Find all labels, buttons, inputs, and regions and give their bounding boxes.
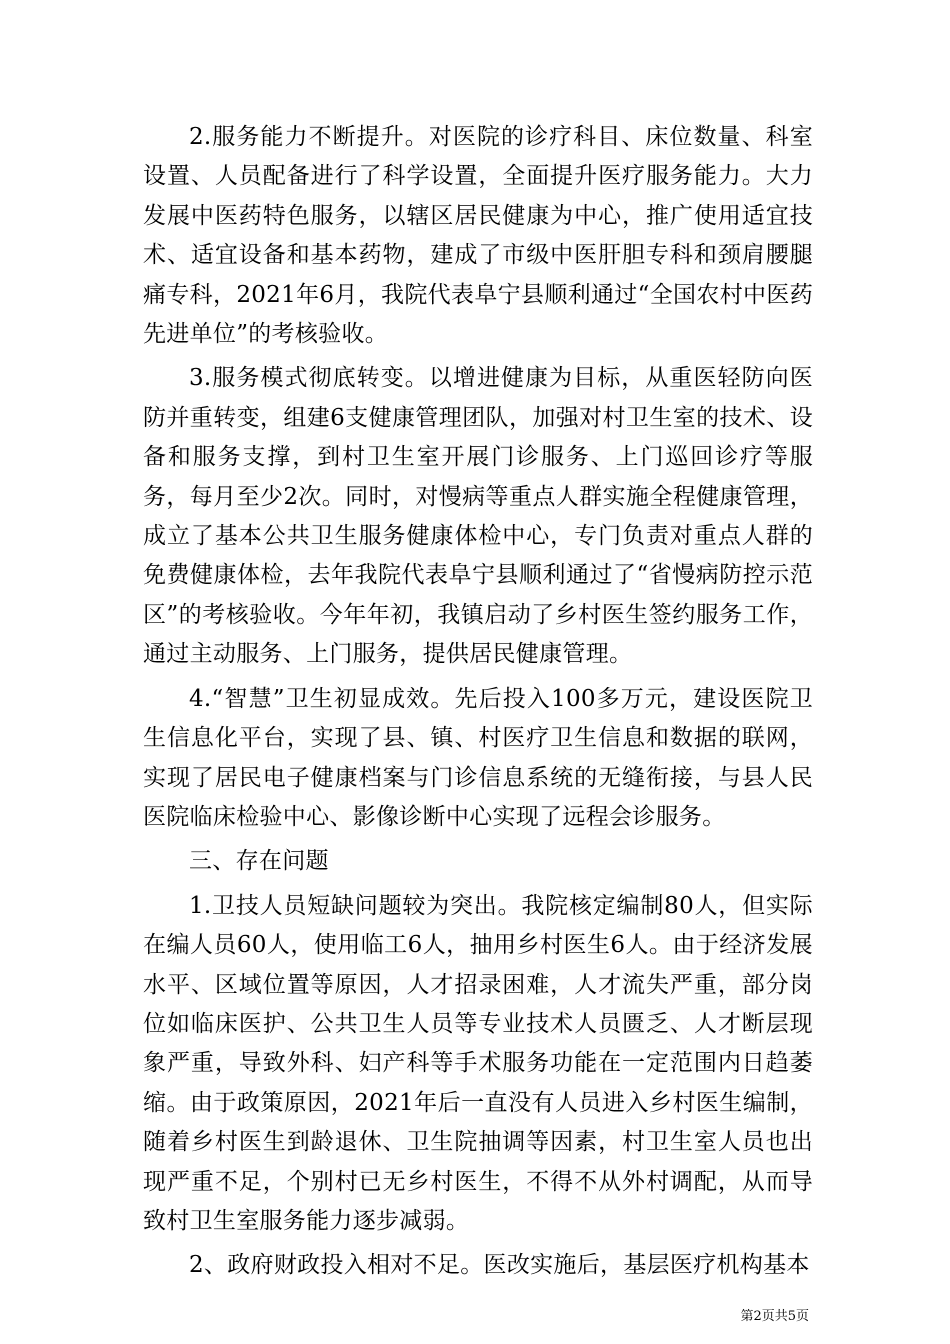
document-body	[143, 118, 813, 1286]
page-number: 第2页共5页	[740, 1309, 809, 1324]
paragraph-service-model: 3.服务模式彻底转变。以增进健康为目标，从重医轻防向医防并重转变，组建6支健康管理团队，加强对村卫生室的技术、设备和服务支撑，到村卫生室开展门诊服务、上门巡回诊疗等服务，每月至少2次。同时，对慢病等重点人群实施全程健康管理，成立了基本公共卫生服务健康体检中心，专门负责对重点人群的免费健康体检，去年我院代表阜宁县顺利通过了“省慢病防控示范区”的考核验收。今年年初，我镇启动了乡村医生签约服务工作，通过主动服务、上门服务，提供居民健康管理。	[143, 365, 813, 668]
paragraph-staff-shortage: 1.卫技人员短缺问题较为突出。我院核定编制80人，但实际在编人员60人，使用临工6人，抽用乡村医生6人。由于经济发展水平、区域位置等原因，人才招录困难，人才流失严重，部分岗位如临床医护、公共卫生人员等专业技术人员匮乏、人才断层现象严重，导致外科、妇产科等手术服务功能在一定范围内日趋萎缩。由于政策原因，2021年后一直没有人员进入乡村医生编制，随着乡村医生到龄退休、卫生院抽调等因素，村卫生室人员也出现严重不足，个别村已无乡村医生，不得不从外村调配，从而导致村卫生室服务能力逐步减弱。	[143, 892, 813, 1234]
section-heading-problems: 三、存在问题	[189, 848, 329, 875]
paragraph-smart-health: 4.“智慧”卫生初显成效。先后投入100多万元，建设医院卫生信息化平台，实现了县、镇、村医疗卫生信息和数据的联网，实现了居民电子健康档案与门诊信息系统的无缝衔接，与县人民医院临床检验中心、影像诊断中心实现了远程会诊服务。	[143, 685, 813, 830]
paragraph-service-capacity: 2.服务能力不断提升。对医院的诊疗科目、床位数量、科室设置、人员配备进行了科学设置，全面提升医疗服务能力。大力发展中医药特色服务，以辖区居民健康为中心，推广使用适宜技术、适宜设备和基本药物，建成了市级中医肝胆专科和颈肩腰腿痛专科，2021年6月，我院代表阜宁县顺利通过“全国农村中医药先进单位”的考核验收。	[143, 124, 813, 348]
paragraph-funding: 2、政府财政投入相对不足。医改实施后，基层医疗机构基本	[189, 1252, 810, 1279]
page-footer	[0, 1305, 809, 1324]
